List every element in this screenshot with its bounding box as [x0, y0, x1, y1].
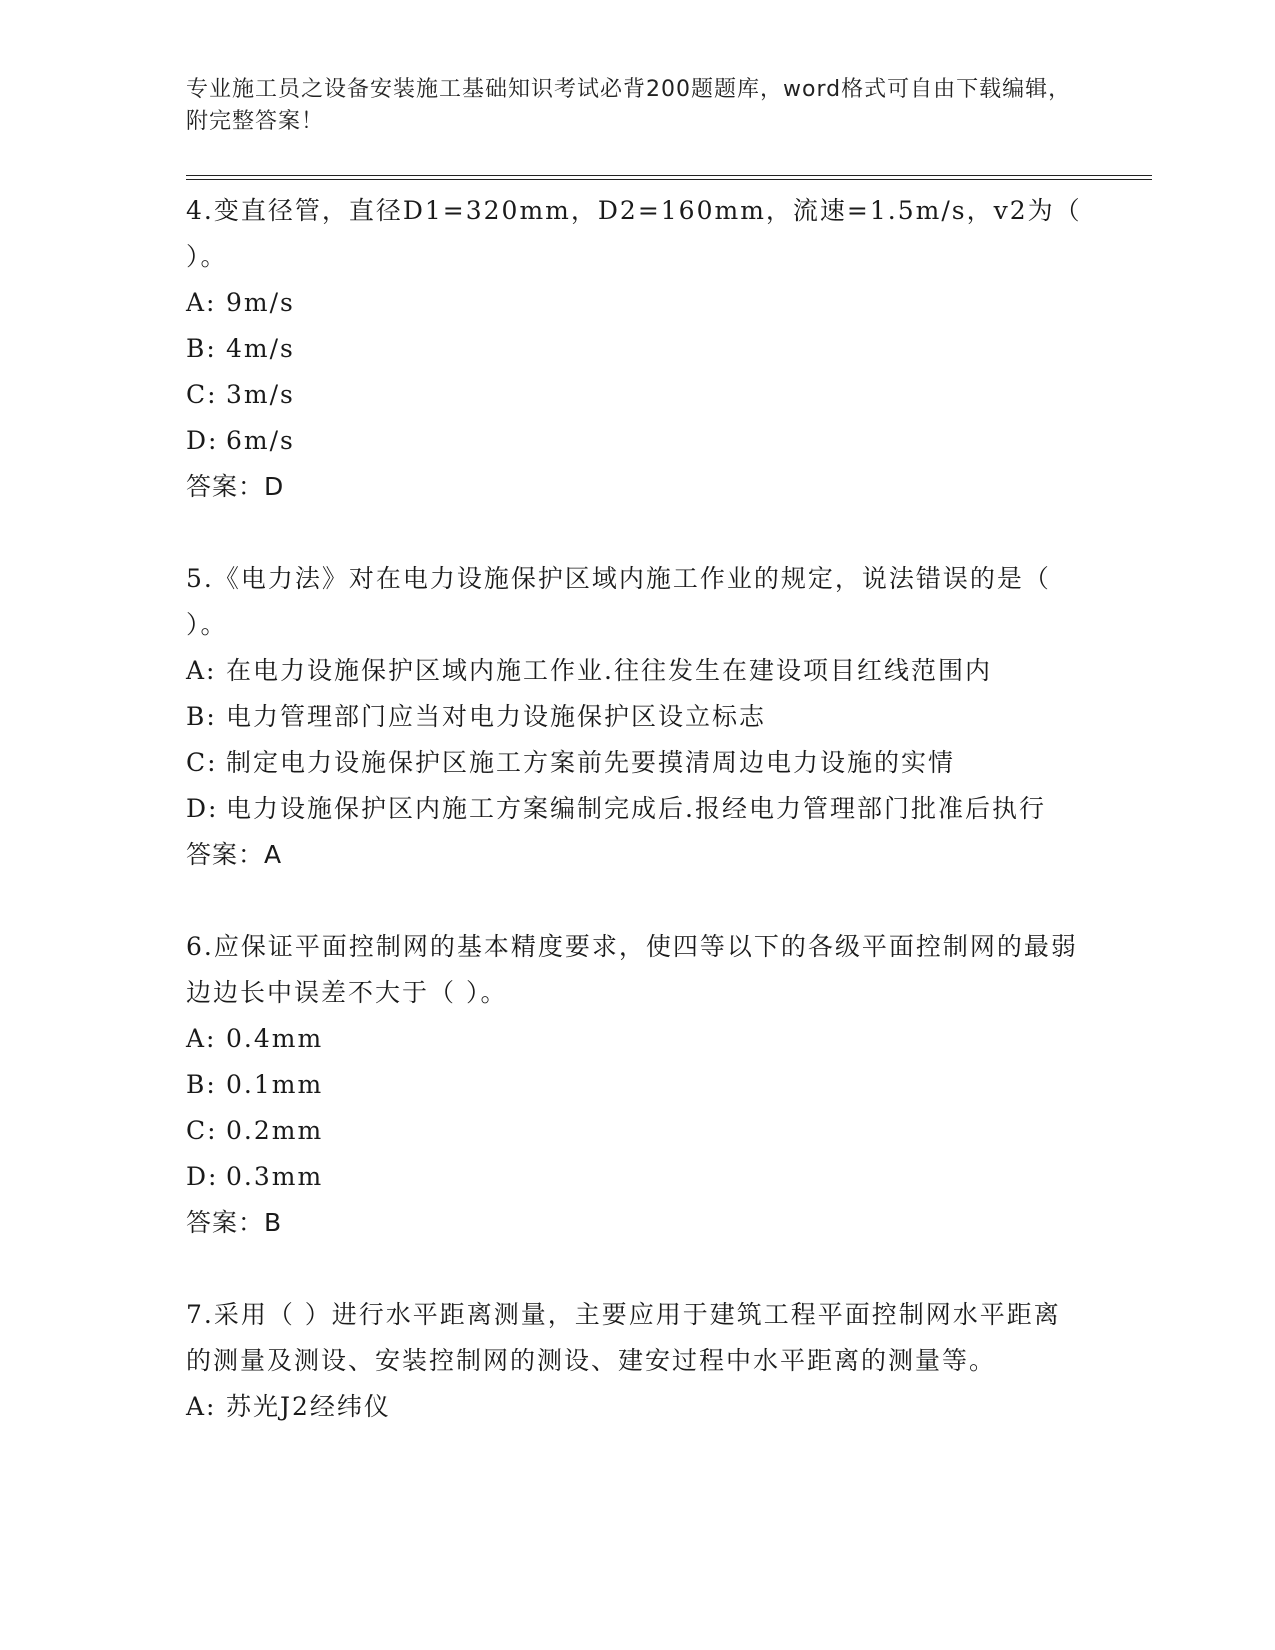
- document-header: 专业施工员之设备安装施工基础知识考试必背200题题库，word格式可自由下载编辑，附完整答案！: [186, 77, 1072, 134]
- option-c: [186, 740, 1086, 786]
- option-letter: B:: [186, 1070, 217, 1099]
- option-text: 在电力设施保护区域内施工作业.往往发生在建设项目红线范围内: [226, 656, 992, 685]
- question-list: [186, 188, 1086, 1476]
- option-b: [186, 1062, 1086, 1108]
- option-text: 电力设施保护区内施工方案编制完成后.报经电力管理部门批准后执行: [226, 794, 1046, 823]
- option-letter: A:: [186, 1392, 217, 1421]
- option-text: 制定电力设施保护区施工方案前先要摸清周边电力设施的实情: [226, 748, 956, 777]
- option-letter: B:: [186, 702, 217, 731]
- option-a: [186, 1016, 1086, 1062]
- option-letter: D:: [186, 426, 219, 455]
- option-letter: D:: [186, 794, 219, 823]
- option-d: [186, 1154, 1086, 1200]
- option-letter: C:: [186, 1116, 218, 1145]
- question-stem: 5.《电力法》对在电力设施保护区域内施工作业的规定，说法错误的是（ ）。: [186, 564, 1051, 639]
- question-7: [186, 1292, 1086, 1430]
- question-6: [186, 924, 1086, 1246]
- answer-label: 答案：D: [186, 472, 285, 501]
- option-text: 6m/s: [226, 426, 295, 455]
- option-text: 4m/s: [226, 334, 295, 363]
- question-5: [186, 556, 1086, 878]
- header-double-rule: [186, 175, 1152, 180]
- question-stem: 7.采用（ ）进行水平距离测量，主要应用于建筑工程平面控制网水平距离的测量及测设、安装控制网的测设、建安过程中水平距离的测量等。: [186, 1300, 1061, 1375]
- option-c: [186, 1108, 1086, 1154]
- option-letter: D:: [186, 1162, 219, 1191]
- option-a: [186, 648, 1086, 694]
- option-text: 9m/s: [226, 288, 295, 317]
- answer-label: 答案：B: [186, 1208, 283, 1237]
- option-letter: A:: [186, 1024, 217, 1053]
- option-b: [186, 694, 1086, 740]
- option-a: [186, 280, 1086, 326]
- option-letter: A:: [186, 288, 217, 317]
- option-text: 0.1mm: [226, 1070, 324, 1099]
- option-d: [186, 418, 1086, 464]
- option-letter: C:: [186, 380, 218, 409]
- option-text: 电力管理部门应当对电力设施保护区设立标志: [226, 702, 767, 731]
- option-letter: B:: [186, 334, 217, 363]
- option-c: [186, 372, 1086, 418]
- option-letter: C:: [186, 748, 218, 777]
- question-stem: 6.应保证平面控制网的基本精度要求，使四等以下的各级平面控制网的最弱边边长中误差不大于（ ）。: [186, 932, 1078, 1007]
- option-letter: A:: [186, 656, 217, 685]
- option-a: [186, 1384, 1086, 1430]
- question-stem: 4.变直径管，直径D1=320mm，D2=160mm，流速=1.5m/s，v2为（ ）。: [186, 196, 1082, 271]
- question-4: [186, 188, 1086, 510]
- answer-label: 答案：A: [186, 840, 283, 869]
- option-text: 3m/s: [226, 380, 295, 409]
- option-b: [186, 326, 1086, 372]
- option-text: 苏光J2经纬仪: [226, 1392, 391, 1421]
- option-d: [186, 786, 1086, 832]
- option-text: 0.2mm: [226, 1116, 324, 1145]
- option-text: 0.4mm: [226, 1024, 324, 1053]
- option-text: 0.3mm: [226, 1162, 324, 1191]
